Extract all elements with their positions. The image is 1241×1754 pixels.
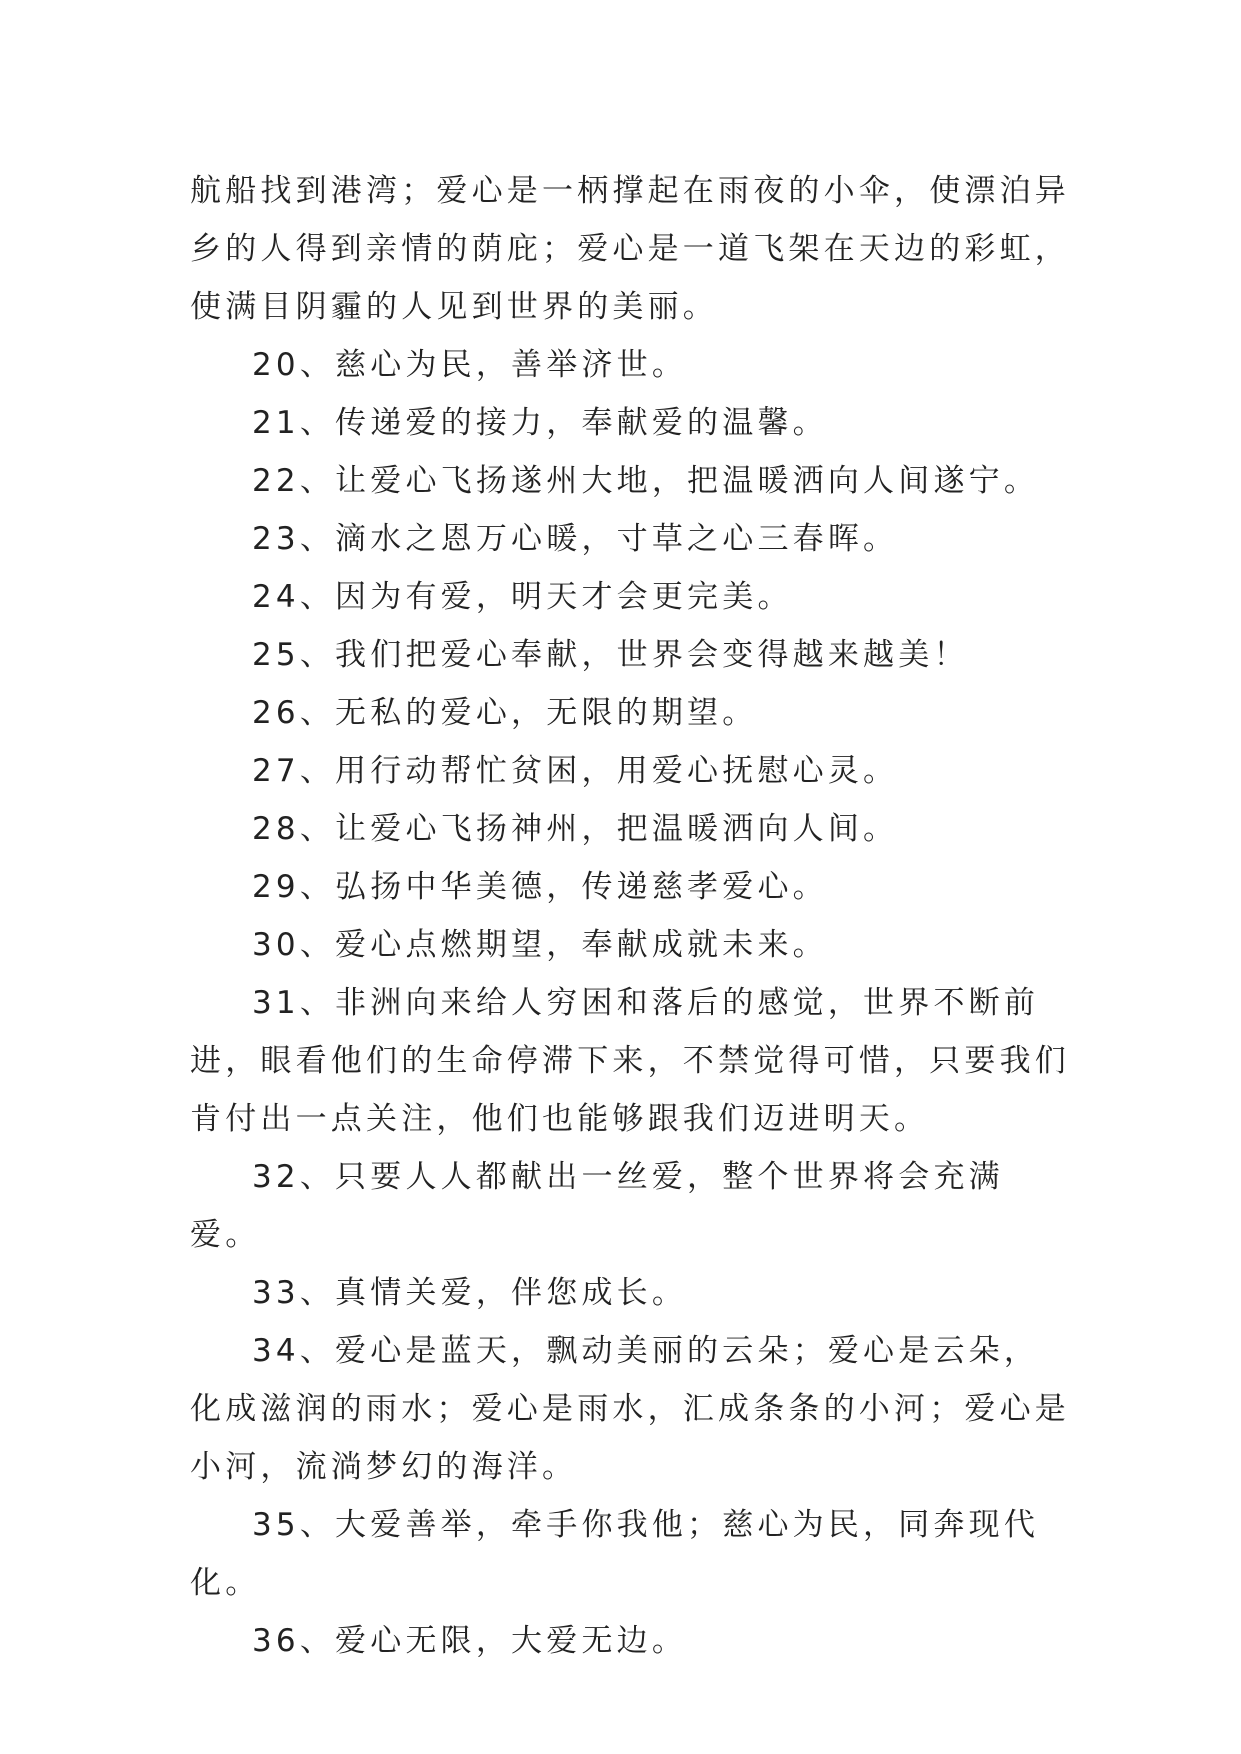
- paragraph-continuation: 航船找到港湾；爱心是一柄撑起在雨夜的小伞，使漂泊异乡的人得到亲情的荫庇；爱心是一道飞架在天边的彩虹，使满目阴霾的人见到世界的美丽。: [190, 173, 1070, 325]
- slogan-29: 29、弘扬中华美德，传递慈孝爱心。: [252, 869, 828, 905]
- slogan-26: 26、无私的爱心，无限的期望。: [252, 695, 758, 731]
- slogan-33: 33、真情关爱，伴您成长。: [252, 1275, 688, 1311]
- slogan-27: 27、用行动帮忙贫困，用爱心抚慰心灵。: [252, 753, 899, 789]
- slogan-21: 21、传递爱的接力，奉献爱的温馨。: [252, 405, 828, 441]
- slogan-34: 34、爱心是蓝天，飘动美丽的云朵；爱心是云朵，化成滋润的雨水；爱心是雨水，汇成条条的小河；爱心是小河，流淌梦幻的海洋。: [190, 1333, 1070, 1485]
- slogan-31: 31、非洲向来给人穷困和落后的感觉，世界不断前进，眼看他们的生命停滞下来，不禁觉得可惜，只要我们肯付出一点关注，他们也能够跟我们迈进明天。: [190, 985, 1070, 1137]
- slogan-22: 22、让爱心飞扬遂州大地，把温暖洒向人间遂宁。: [252, 463, 1040, 499]
- slogan-30: 30、爱心点燃期望，奉献成就未来。: [252, 927, 828, 963]
- slogan-36: 36、爱心无限，大爱无边。: [252, 1623, 688, 1659]
- slogan-25: 25、我们把爱心奉献，世界会变得越来越美！: [252, 637, 969, 673]
- slogan-28: 28、让爱心飞扬神州，把温暖洒向人间。: [252, 811, 899, 847]
- document-body: [190, 162, 1070, 1670]
- slogan-23: 23、滴水之恩万心暖，寸草之心三春晖。: [252, 521, 899, 557]
- slogan-35: 35、大爱善举，牵手你我他；慈心为民，同奔现代化。: [190, 1507, 1040, 1601]
- slogan-32: 32、只要人人都献出一丝爱，整个世界将会充满爱。: [190, 1159, 1004, 1253]
- slogan-24: 24、因为有爱，明天才会更完美。: [252, 579, 793, 615]
- slogan-20: 20、慈心为民，善举济世。: [252, 347, 688, 383]
